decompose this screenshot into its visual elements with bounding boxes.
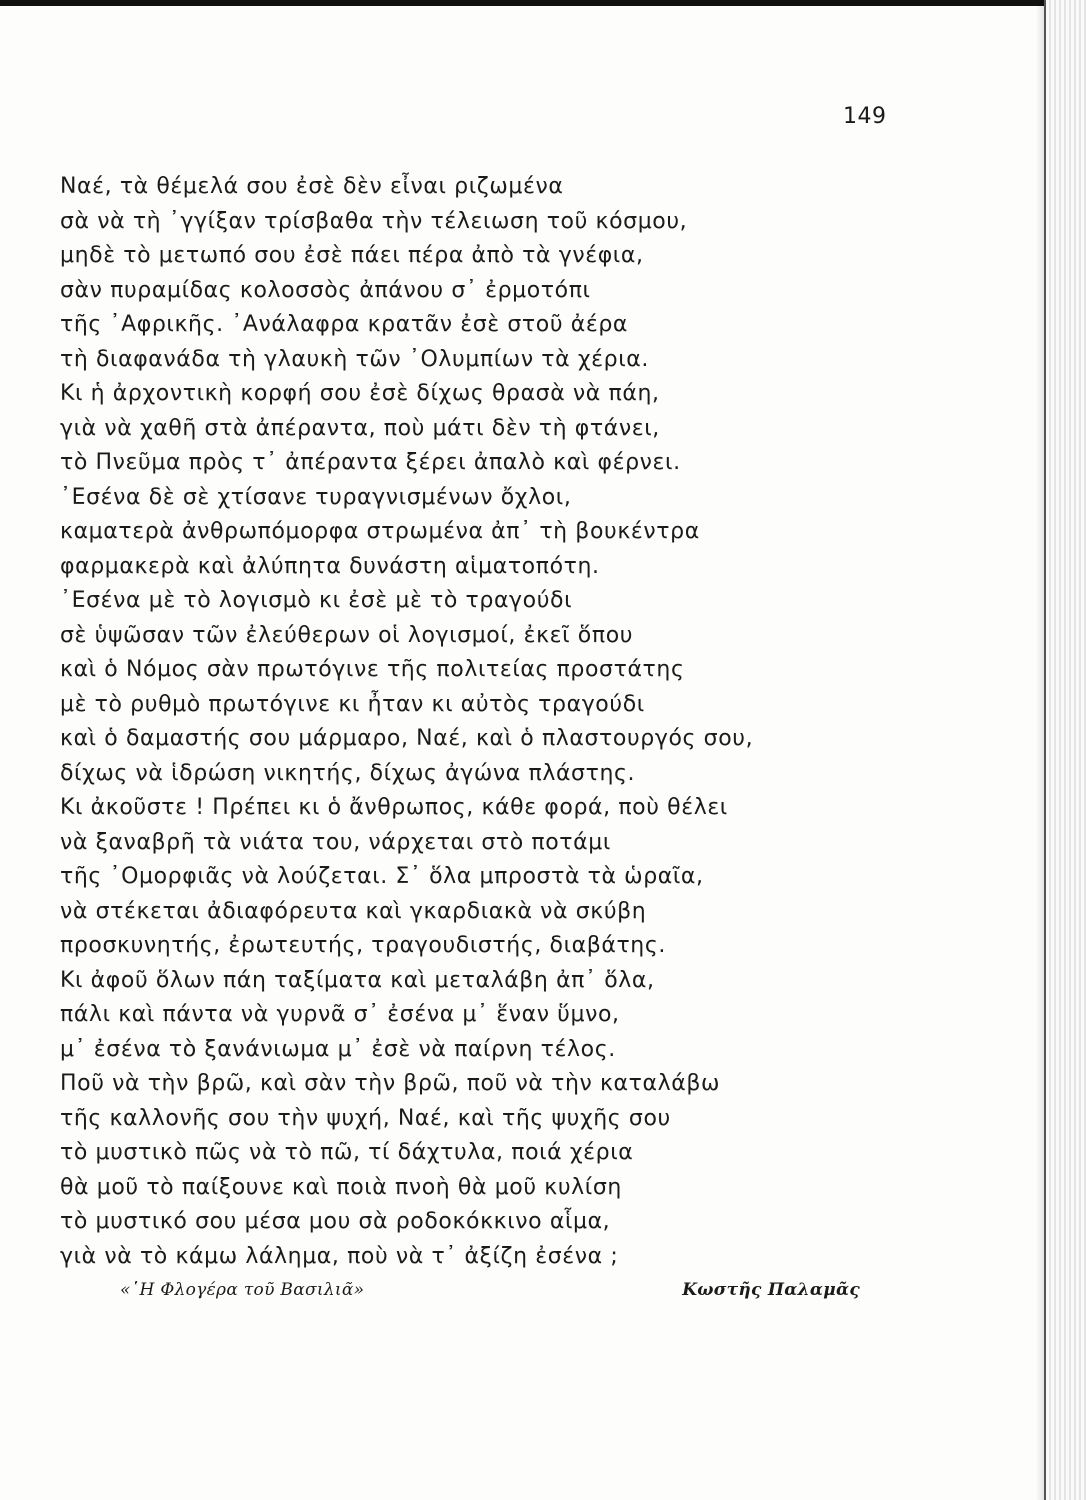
- poem-line: τῆς καλλονῆς σου τὴν ψυχή, Ναέ, καὶ τῆς ψυχῆς σου: [60, 1105, 671, 1131]
- poem-line: προσκυνητής, ἐρωτευτής, τραγουδιστής, διαβάτης.: [60, 933, 666, 958]
- poem-line: σὰν πυραμίδας κολοσσὸς ἀπάνου σ᾿ ἐρμοτόπι: [60, 277, 591, 303]
- poem-line: Κι ἡ ἀρχοντικὴ κορφή σου ἐσὲ δίχως θρασὰ νὰ πάη,: [60, 381, 660, 406]
- poem-line: τὸ μυστικό σου μέσα μου σὰ ροδοκόκκινο αἷμα,: [60, 1209, 611, 1234]
- poem-line: σὰ νὰ τὴ ᾿γγίξαν τρίσβαθα τὴν τέλειωση τοῦ κόσμου,: [60, 208, 688, 234]
- poem-line: γιὰ νὰ χαθῆ στὰ ἀπέραντα, ποὺ μάτι δὲν τὴ φτάνει,: [60, 415, 660, 441]
- poem-line: μ᾿ ἐσένα τὸ ξανάνιωμα μ᾿ ἐσὲ νὰ παίρνη τέλος.: [60, 1036, 616, 1062]
- poem-source-title: «῾Η Φλογέρα τοῦ Βασιλιᾶ»: [120, 1280, 365, 1300]
- poem-line: νὰ ξαναβρῆ τὰ νιάτα του, νάρχεται στὸ ποτάμι: [60, 829, 611, 855]
- scan-top-edge: [0, 0, 1086, 6]
- poem-line: τὸ μυστικὸ πῶς νὰ τὸ πῶ, τί δάχτυλα, ποιά χέρια: [60, 1140, 634, 1165]
- poem-line: Ναέ, τὰ θέμελά σου ἐσὲ δὲν εἶναι ριζωμένα: [60, 174, 564, 199]
- poem-line: καματερὰ ἀνθρωπόμορφα στρωμένα ἀπ᾿ τὴ βουκέντρα: [60, 519, 700, 544]
- poem-line: τὴ διαφανάδα τὴ γλαυκὴ τῶν ᾿Ολυμπίων τὰ χέρια.: [60, 346, 649, 372]
- poem-author: Κωστῆς Παλαμᾶς: [682, 1280, 860, 1300]
- poem-line: μηδὲ τὸ μετωπό σου ἐσὲ πάει πέρα ἀπὸ τὰ γνέφια,: [60, 243, 644, 268]
- poem-line: νὰ στέκεται ἀδιαφόρευτα καὶ γκαρδιακὰ νὰ σκύβη: [60, 898, 647, 924]
- poem-line: καὶ ὁ Νόμος σὰν πρωτόγινε τῆς πολιτείας προστάτης: [60, 657, 685, 682]
- poem-line: μὲ τὸ ρυθμὸ πρωτόγινε κι ἦταν κι αὐτὸς τραγούδι: [60, 691, 645, 717]
- poem-line: Κι ἀφοῦ ὅλων πάη ταξίματα καὶ μεταλάβη ἀπ᾿ ὅλα,: [60, 967, 655, 993]
- poem-line: γιὰ νὰ τὸ κάμω λάλημα, ποὺ νὰ τ᾿ ἀξίζη ἐσένα ;: [60, 1243, 619, 1269]
- poem-line: Ποῦ νὰ τὴν βρῶ, καὶ σὰν τὴν βρῶ, ποῦ νὰ τὴν καταλάβω: [60, 1071, 720, 1096]
- book-page-edges: [1044, 0, 1086, 1500]
- poem-line: τῆς ᾿Αφρικῆς. ᾿Ανάλαφρα κρατᾶν ἐσὲ στοῦ ἀέρα: [60, 312, 629, 337]
- page-number: 149: [843, 104, 887, 129]
- poem-line: ᾿Εσένα δὲ σὲ χτίσανε τυραγνισμένων ὄχλοι,: [60, 484, 572, 510]
- poem-line: Κι ἀκοῦστε ! Πρέπει κι ὁ ἄνθρωπος, κάθε φορά, ποὺ θέλει: [60, 795, 728, 820]
- poem-line: καὶ ὁ δαμαστής σου μάρμαρο, Ναέ, καὶ ὁ πλαστουργός σου,: [60, 726, 754, 751]
- poem-line: τὸ Πνεῦμα πρὸς τ᾿ ἀπέραντα ξέρει ἀπαλὸ καὶ φέρνει.: [60, 450, 681, 475]
- poem-line: τῆς ᾿Ομορφιᾶς νὰ λούζεται. Σ᾿ ὅλα μπροστὰ τὰ ὡραῖα,: [60, 864, 704, 889]
- poem-line: ᾿Εσένα μὲ τὸ λογισμὸ κι ἐσὲ μὲ τὸ τραγούδι: [60, 588, 573, 613]
- poem-body: [60, 170, 880, 1274]
- poem-line: φαρμακερὰ καὶ ἀλύπητα δυνάστη αἱματοπότη.: [60, 553, 600, 579]
- poem-line: θὰ μοῦ τὸ παίξουνε καὶ ποιὰ πνοὴ θὰ μοῦ κυλίση: [60, 1174, 622, 1200]
- poem-line: πάλι καὶ πάντα νὰ γυρνᾶ σ᾿ ἐσένα μ᾿ ἕναν ὕμνο,: [60, 1002, 620, 1027]
- poem-footer: [120, 1280, 860, 1310]
- poem-line: δίχως νὰ ἱδρώση νικητής, δίχως ἀγώνα πλάστης.: [60, 760, 636, 786]
- poem-line: σὲ ὑψῶσαν τῶν ἐλεύθερων οἱ λογισμοί, ἐκεῖ ὅπου: [60, 622, 634, 648]
